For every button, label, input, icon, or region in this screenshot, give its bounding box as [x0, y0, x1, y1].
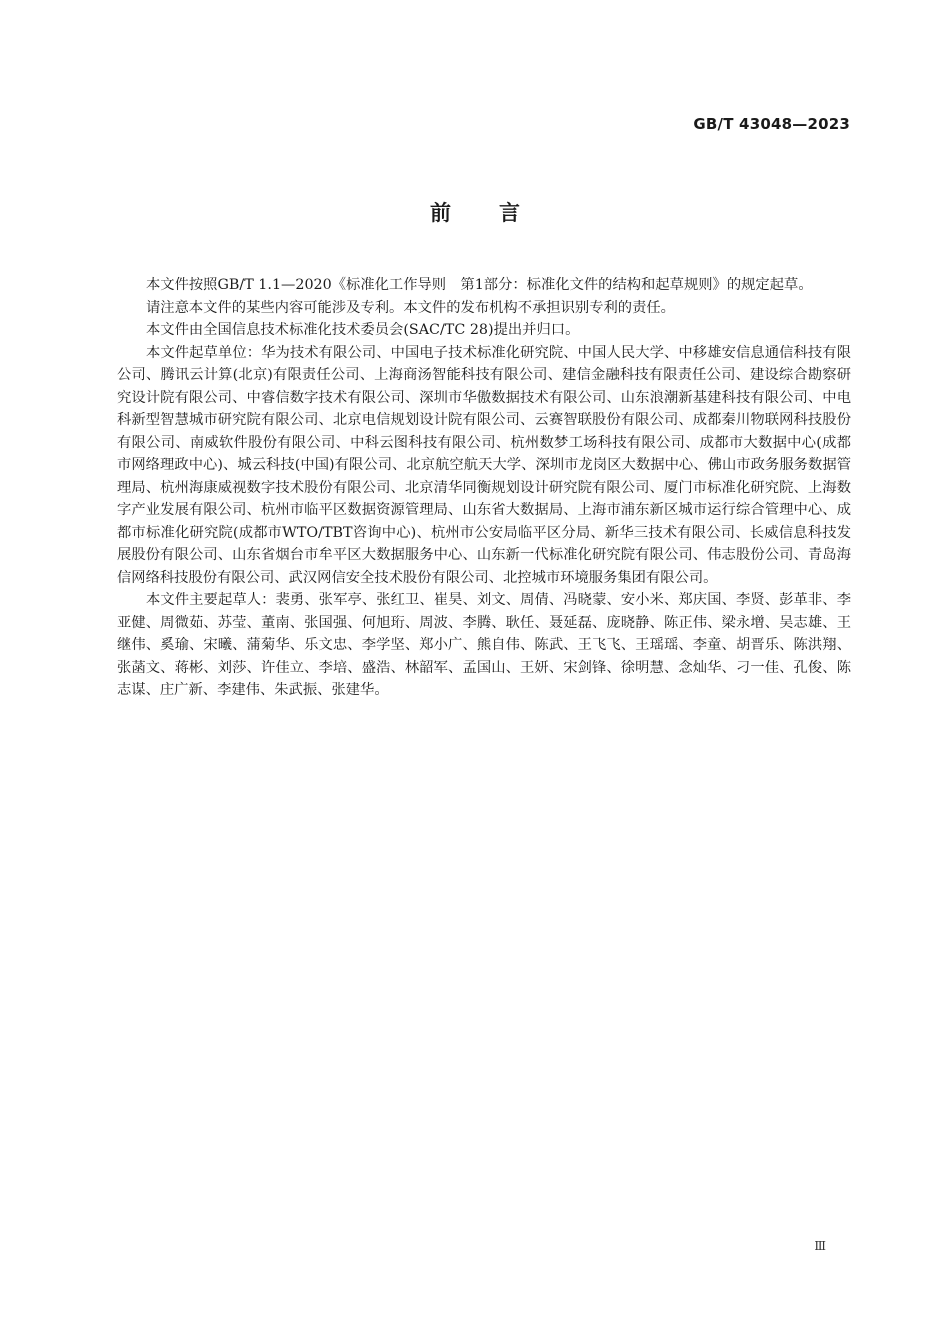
- standard-number: GB/T 43048—2023: [693, 115, 850, 133]
- paragraph-main-drafters: 本文件主要起草人：裴勇、张军亭、张红卫、崔昊、刘文、周倩、冯晓蒙、安小米、郑庆国、李贤、彭革非、李亚健、周微茹、苏莹、董南、张国强、何旭珩、周波、李腾、耿任、聂延磊、庞晓静、陈正伟、梁永增、吴志雄、王继伟、奚瑜、宋曦、蒲菊华、乐文忠、李学坚、郑小广、熊自伟、陈武、王飞飞、王瑶瑶、李童、胡晋乐、陈洪翔、张菡文、蒋彬、刘莎、许佳立、李培、盛浩、林韶军、孟国山、王妍、宋剑锋、徐明慧、念灿华、刁一佳、孔俊、陈志谋、庄广新、李建伟、朱武振、张建华。: [117, 592, 851, 698]
- paragraph-drafting-rules: 本文件按照GB/T 1.1—2020《标准化工作导则 第1部分：标准化文件的结构和起草规则》的规定起草。: [146, 277, 813, 293]
- page-number: Ⅲ: [814, 1239, 826, 1253]
- page-title: 前言: [430, 201, 568, 225]
- foreword-body: [117, 274, 851, 702]
- paragraph-drafting-organizations: 本文件起草单位：华为技术有限公司、中国电子技术标准化研究院、中国人民大学、中移雄安信息通信科技有限公司、腾讯云计算(北京)有限责任公司、上海商汤智能科技有限公司、建信金融科技有限责任公司、建设综合勘察研究设计院有限公司、中睿信数字技术有限公司、深圳市华傲数据技术有限公司、山东浪潮新基建科技有限公司、中电科新型智慧城市研究院有限公司、北京电信规划设计院有限公司、云赛智联股份有限公司、成都秦川物联网科技股份有限公司、南威软件股份有限公司、中科云图科技有限公司、杭州数梦工场科技有限公司、成都市大数据中心(成都市网络理政中心)、城云科技(中国)有限公司、北京航空航天大学、深圳市龙岗区大数据中心、佛山市政务服务数据管理局、杭州海康威视数字技术股份有限公司、北京清华同衡规划设计研究院有限公司、厦门市标准化研究院、上海数字产业发展有限公司、杭州市临平区数据资源管理局、山东省大数据局、上海市浦东新区城市运行综合管理中心、成都市标准化研究院(成都市WTO/TBT咨询中心)、杭州市公安局临平区分局、新华三技术有限公司、长威信息科技发展股份有限公司、山东省烟台市牟平区大数据服务中心、山东新一代标准化研究院有限公司、伟志股份公司、青岛海信网络科技股份有限公司、武汉网信安全技术股份有限公司、北控城市环境服务集团有限公司。: [117, 344, 851, 586]
- paragraph-proposing-committee: 本文件由全国信息技术标准化技术委员会(SAC/TC 28)提出并归口。: [146, 322, 580, 338]
- paragraph-patent-notice: 请注意本文件的某些内容可能涉及专利。本文件的发布机构不承担识别专利的责任。: [146, 299, 675, 316]
